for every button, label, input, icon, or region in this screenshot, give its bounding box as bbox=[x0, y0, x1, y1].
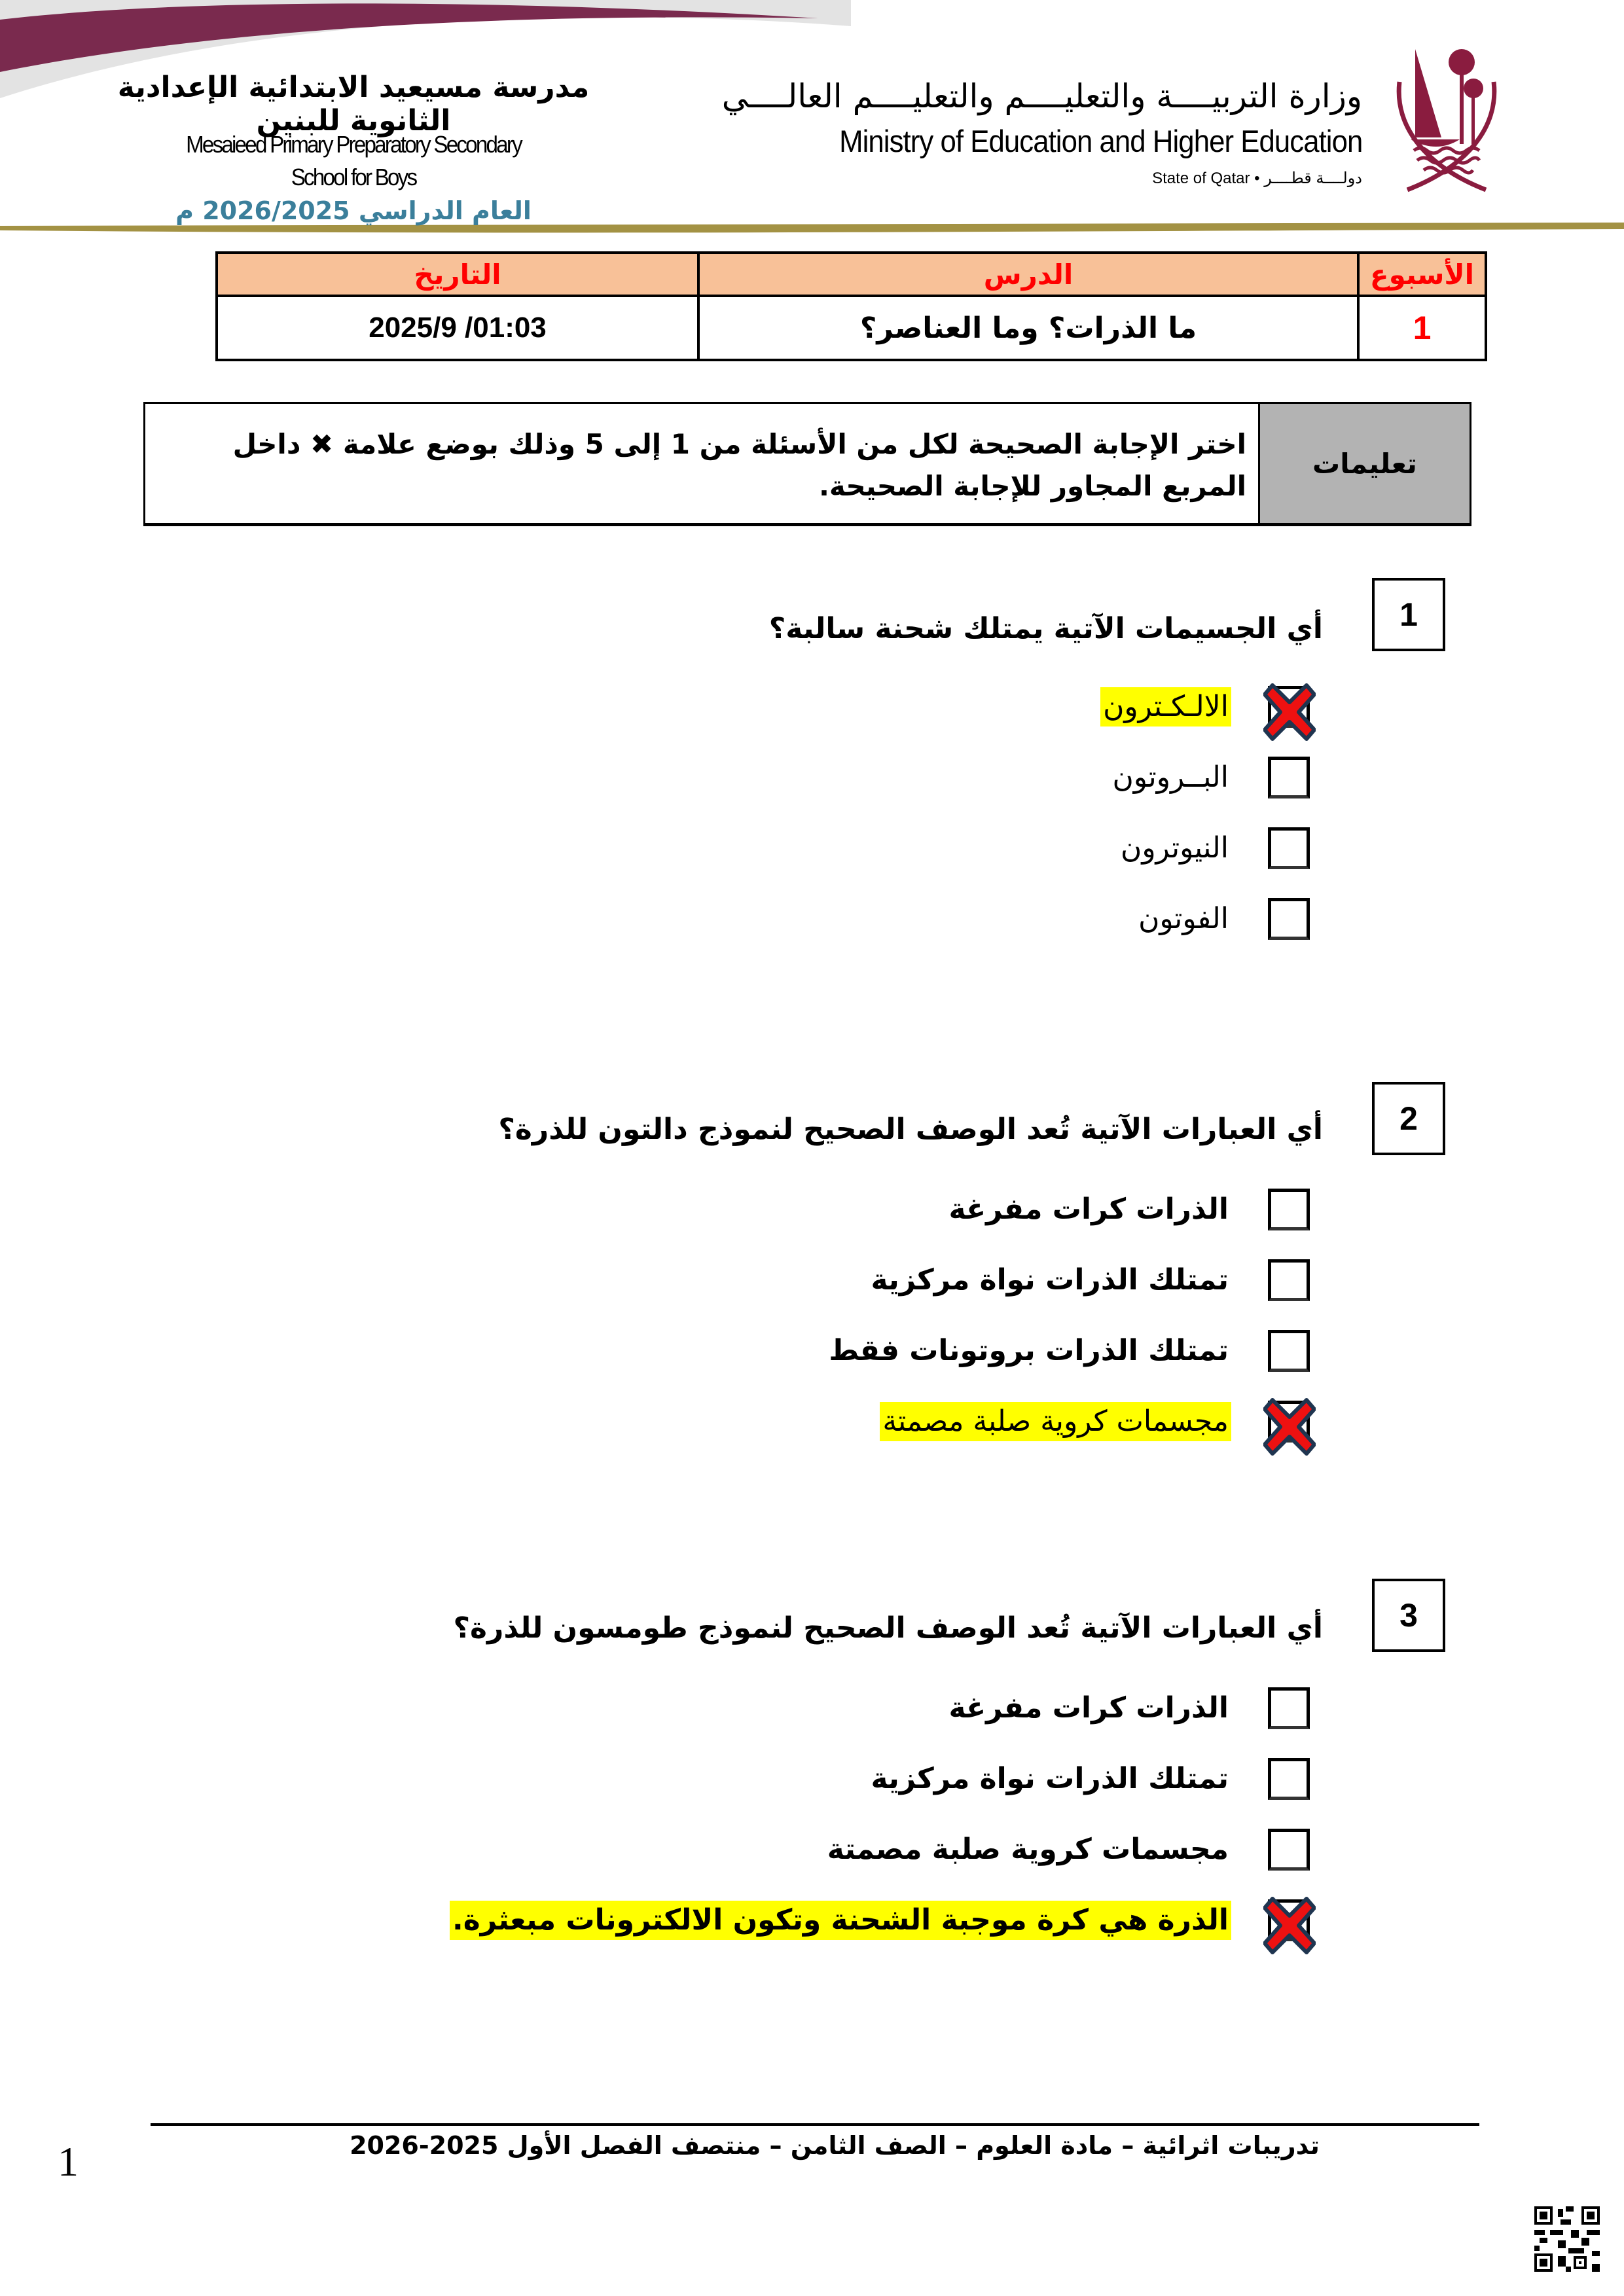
x-mark-icon bbox=[1263, 1397, 1316, 1456]
academic-year: العام الدراسي 2026/2025 م bbox=[175, 196, 532, 225]
state-of-qatar: State of Qatar • دولــــة قطــــر bbox=[1152, 170, 1362, 187]
ministry-name-arabic: وزارة التربيــــة والتعليــــم والتعليــــم العالــــي bbox=[721, 77, 1362, 115]
answer-checkbox[interactable] bbox=[1268, 1829, 1310, 1871]
question-3-option-3[interactable] bbox=[825, 1823, 1310, 1876]
answer-checkbox[interactable] bbox=[1268, 1687, 1310, 1729]
option-label: الذرة هي كرة موجبة الشحنة وتكون الالكترونات مبعثرة. bbox=[450, 1901, 1231, 1940]
x-mark-icon bbox=[1263, 683, 1316, 742]
answer-checkbox[interactable] bbox=[1268, 1758, 1310, 1800]
option-label: النيوترون bbox=[1121, 831, 1229, 865]
option-label: البــروتون bbox=[1112, 761, 1229, 794]
week-header: الأسبوع bbox=[1358, 253, 1486, 296]
ministry-name-english: Ministry of Education and Higher Education bbox=[839, 124, 1362, 158]
option-label: تمتلك الذرات نواة مركزية bbox=[871, 1762, 1229, 1795]
answer-checkbox[interactable] bbox=[1268, 1330, 1310, 1372]
info-table-header-row bbox=[217, 253, 1486, 296]
qatar-emblem-icon bbox=[1388, 23, 1506, 200]
school-name-english bbox=[118, 128, 588, 194]
answer-checkbox[interactable] bbox=[1268, 827, 1310, 869]
week-value-cell bbox=[1358, 296, 1486, 360]
answer-checkbox[interactable] bbox=[1268, 1401, 1310, 1443]
answer-checkbox[interactable] bbox=[1268, 757, 1310, 798]
answer-checkbox[interactable] bbox=[1268, 898, 1310, 940]
page-number: 1 bbox=[58, 2138, 79, 2185]
question-3-option-1[interactable] bbox=[946, 1682, 1310, 1734]
instructions-text: اختر الإجابة الصحيحة لكل من الأسئلة من 1 إلى 5 وذلك بوضع علامة ✖ داخل المربع المجاور للإجابة الصحيحة. bbox=[232, 428, 1246, 502]
option-label: الذرات كرات مفرغة bbox=[948, 1691, 1229, 1725]
question-3-number: 3 bbox=[1372, 1579, 1445, 1652]
question-2-option-1[interactable] bbox=[946, 1183, 1310, 1236]
date-header: التاريخ bbox=[217, 253, 698, 296]
option-label: مجسمات كروية صلبة مصمتة bbox=[827, 1833, 1229, 1866]
instructions-box bbox=[143, 402, 1471, 526]
option-label: تمتلك الذرات بروتونات فقط bbox=[829, 1334, 1229, 1367]
question-1-option-3[interactable] bbox=[1118, 822, 1310, 874]
option-label: الذرات كرات مفرغة bbox=[948, 1193, 1229, 1226]
question-1-number: 1 bbox=[1372, 578, 1445, 651]
footer-text: تدريبات اثرائية – مادة العلوم – الصف الثامن – منتصف الفصل الأول 2025-2026 bbox=[350, 2131, 1320, 2160]
option-label: تمتلك الذرات نواة مركزية bbox=[871, 1263, 1229, 1297]
answer-checkbox[interactable] bbox=[1268, 1259, 1310, 1301]
week-value: 1 bbox=[1413, 310, 1432, 346]
x-mark-icon bbox=[1263, 1896, 1316, 1955]
question-2-number: 2 bbox=[1372, 1082, 1445, 1155]
school-name-english-line2: School for Boys bbox=[291, 164, 416, 190]
option-label: مجسمات كروية صلبة مصمتة bbox=[880, 1402, 1231, 1441]
question-1-option-4[interactable] bbox=[1136, 893, 1310, 945]
answer-checkbox[interactable] bbox=[1268, 686, 1310, 728]
lesson-info-table bbox=[215, 251, 1487, 361]
lesson-header: الدرس bbox=[698, 253, 1358, 296]
lesson-value: ما الذرات؟ وما العناصر؟ bbox=[698, 296, 1358, 360]
answer-checkbox[interactable] bbox=[1268, 1189, 1310, 1230]
qr-code-icon bbox=[1534, 2206, 1600, 2272]
footer-divider bbox=[151, 2123, 1479, 2126]
info-table-value-row bbox=[217, 296, 1486, 360]
question-2-text: أي العبارات الآتية تُعد الوصف الصحيح لنموذج دالتون للذرة؟ bbox=[498, 1113, 1323, 1146]
question-3-option-2[interactable] bbox=[869, 1753, 1310, 1805]
instructions-label: تعليمات bbox=[1258, 404, 1470, 523]
answer-checkbox[interactable] bbox=[1268, 1899, 1310, 1941]
question-2-option-4[interactable] bbox=[880, 1395, 1310, 1448]
question-3-option-4[interactable] bbox=[450, 1894, 1310, 1946]
question-1-option-2[interactable] bbox=[1110, 751, 1310, 804]
question-2-option-2[interactable] bbox=[869, 1254, 1310, 1306]
question-1-option-1[interactable] bbox=[1100, 681, 1310, 733]
question-1-text: أي الجسيمات الآتية يمتلك شحنة سالبة؟ bbox=[768, 612, 1323, 645]
school-name-english-line1: Mesaieed Primary Preparatory Secondary bbox=[186, 131, 521, 158]
option-label: الالـكـترون bbox=[1100, 687, 1231, 726]
question-3-text: أي العبارات الآتية تُعد الوصف الصحيح لنموذج طومسون للذرة؟ bbox=[453, 1611, 1323, 1645]
question-2-option-3[interactable] bbox=[826, 1325, 1310, 1377]
date-value: 2025/9 /01:03 bbox=[217, 296, 698, 360]
school-name-arabic: مدرسة مسيعيد الابتدائية الإعدادية الثانوية للبنين bbox=[117, 71, 590, 137]
option-label: الفوتون bbox=[1138, 902, 1229, 935]
